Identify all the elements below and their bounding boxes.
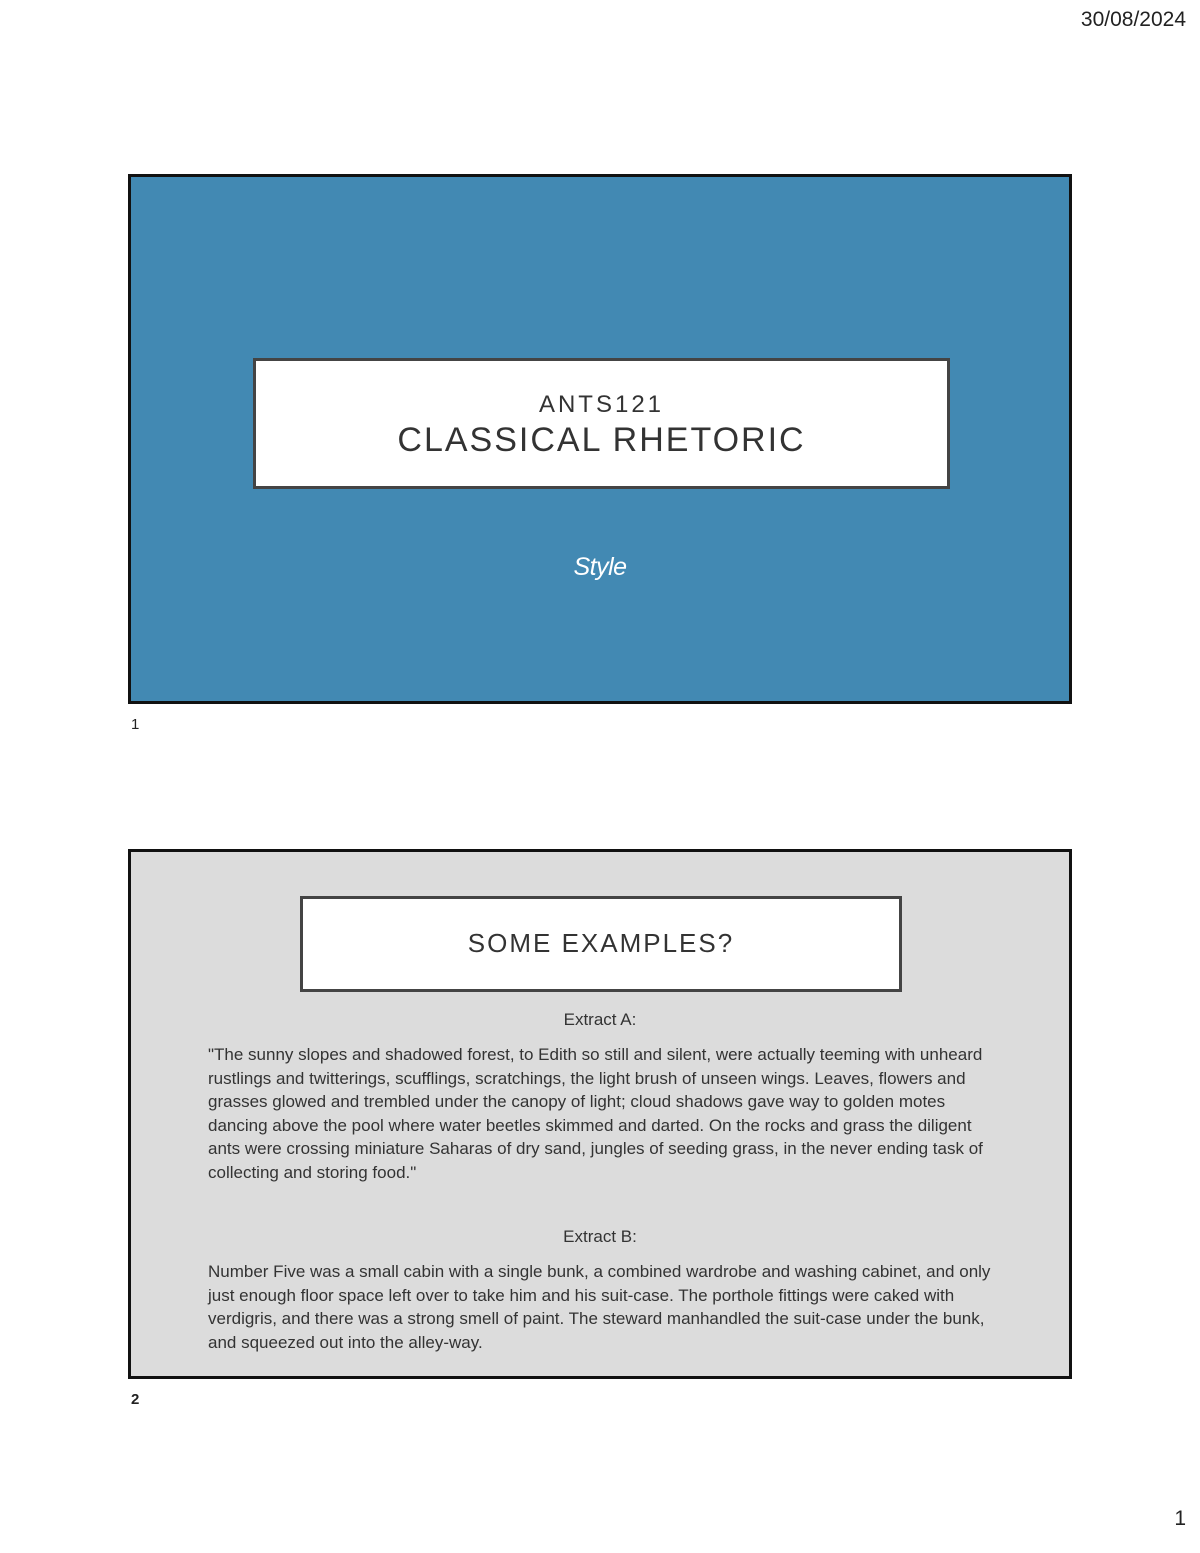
title-box: [253, 358, 950, 489]
slide-subtitle: Style: [573, 553, 627, 581]
extract-a-label: Extract A:: [563, 1010, 637, 1029]
extract-b-label: Extract B:: [563, 1227, 637, 1246]
slide-number: 2: [131, 1391, 140, 1408]
slide-examples: [128, 849, 1072, 1379]
title-box: [300, 896, 902, 992]
slide-title: [128, 174, 1072, 704]
course-title: CLASSICAL RHETORIC: [397, 421, 806, 459]
course-code: ANTS121: [538, 391, 665, 418]
extract-a-text: "The sunny slopes and shadowed forest, to Edith so still and silent, were actually teeming with unheard rustlings and twitterings, scufflings, scratchings, the light brush of unseen wings. Leaves, flowers and grasses glowed and trembled under the canopy of light; cloud shadows gave way to golden motes dancing above the pool where water beetles skimmed and darted. On the rocks and grass the diligent ants were crossing miniature Saharas of dry sand, jungles of seeding grass, in the never ending task of collecting and storing food.": [208, 1045, 983, 1182]
extract-b-text: Number Five was a small cabin with a single bunk, a combined wardrobe and washing cabinet, and only just enough floor space left over to take him and his suit-case. The porthole fittings were caked with verdigris, and there was a strong smell of paint. The steward manhandled the suit-case under the bunk, and squeezed out into the alley-way.: [208, 1262, 991, 1352]
page-date: 30/08/2024: [1080, 8, 1186, 31]
page-number: 1: [1174, 1507, 1186, 1530]
slide-title: SOME EXAMPLES?: [467, 928, 735, 958]
slide-number: 1: [131, 716, 140, 733]
